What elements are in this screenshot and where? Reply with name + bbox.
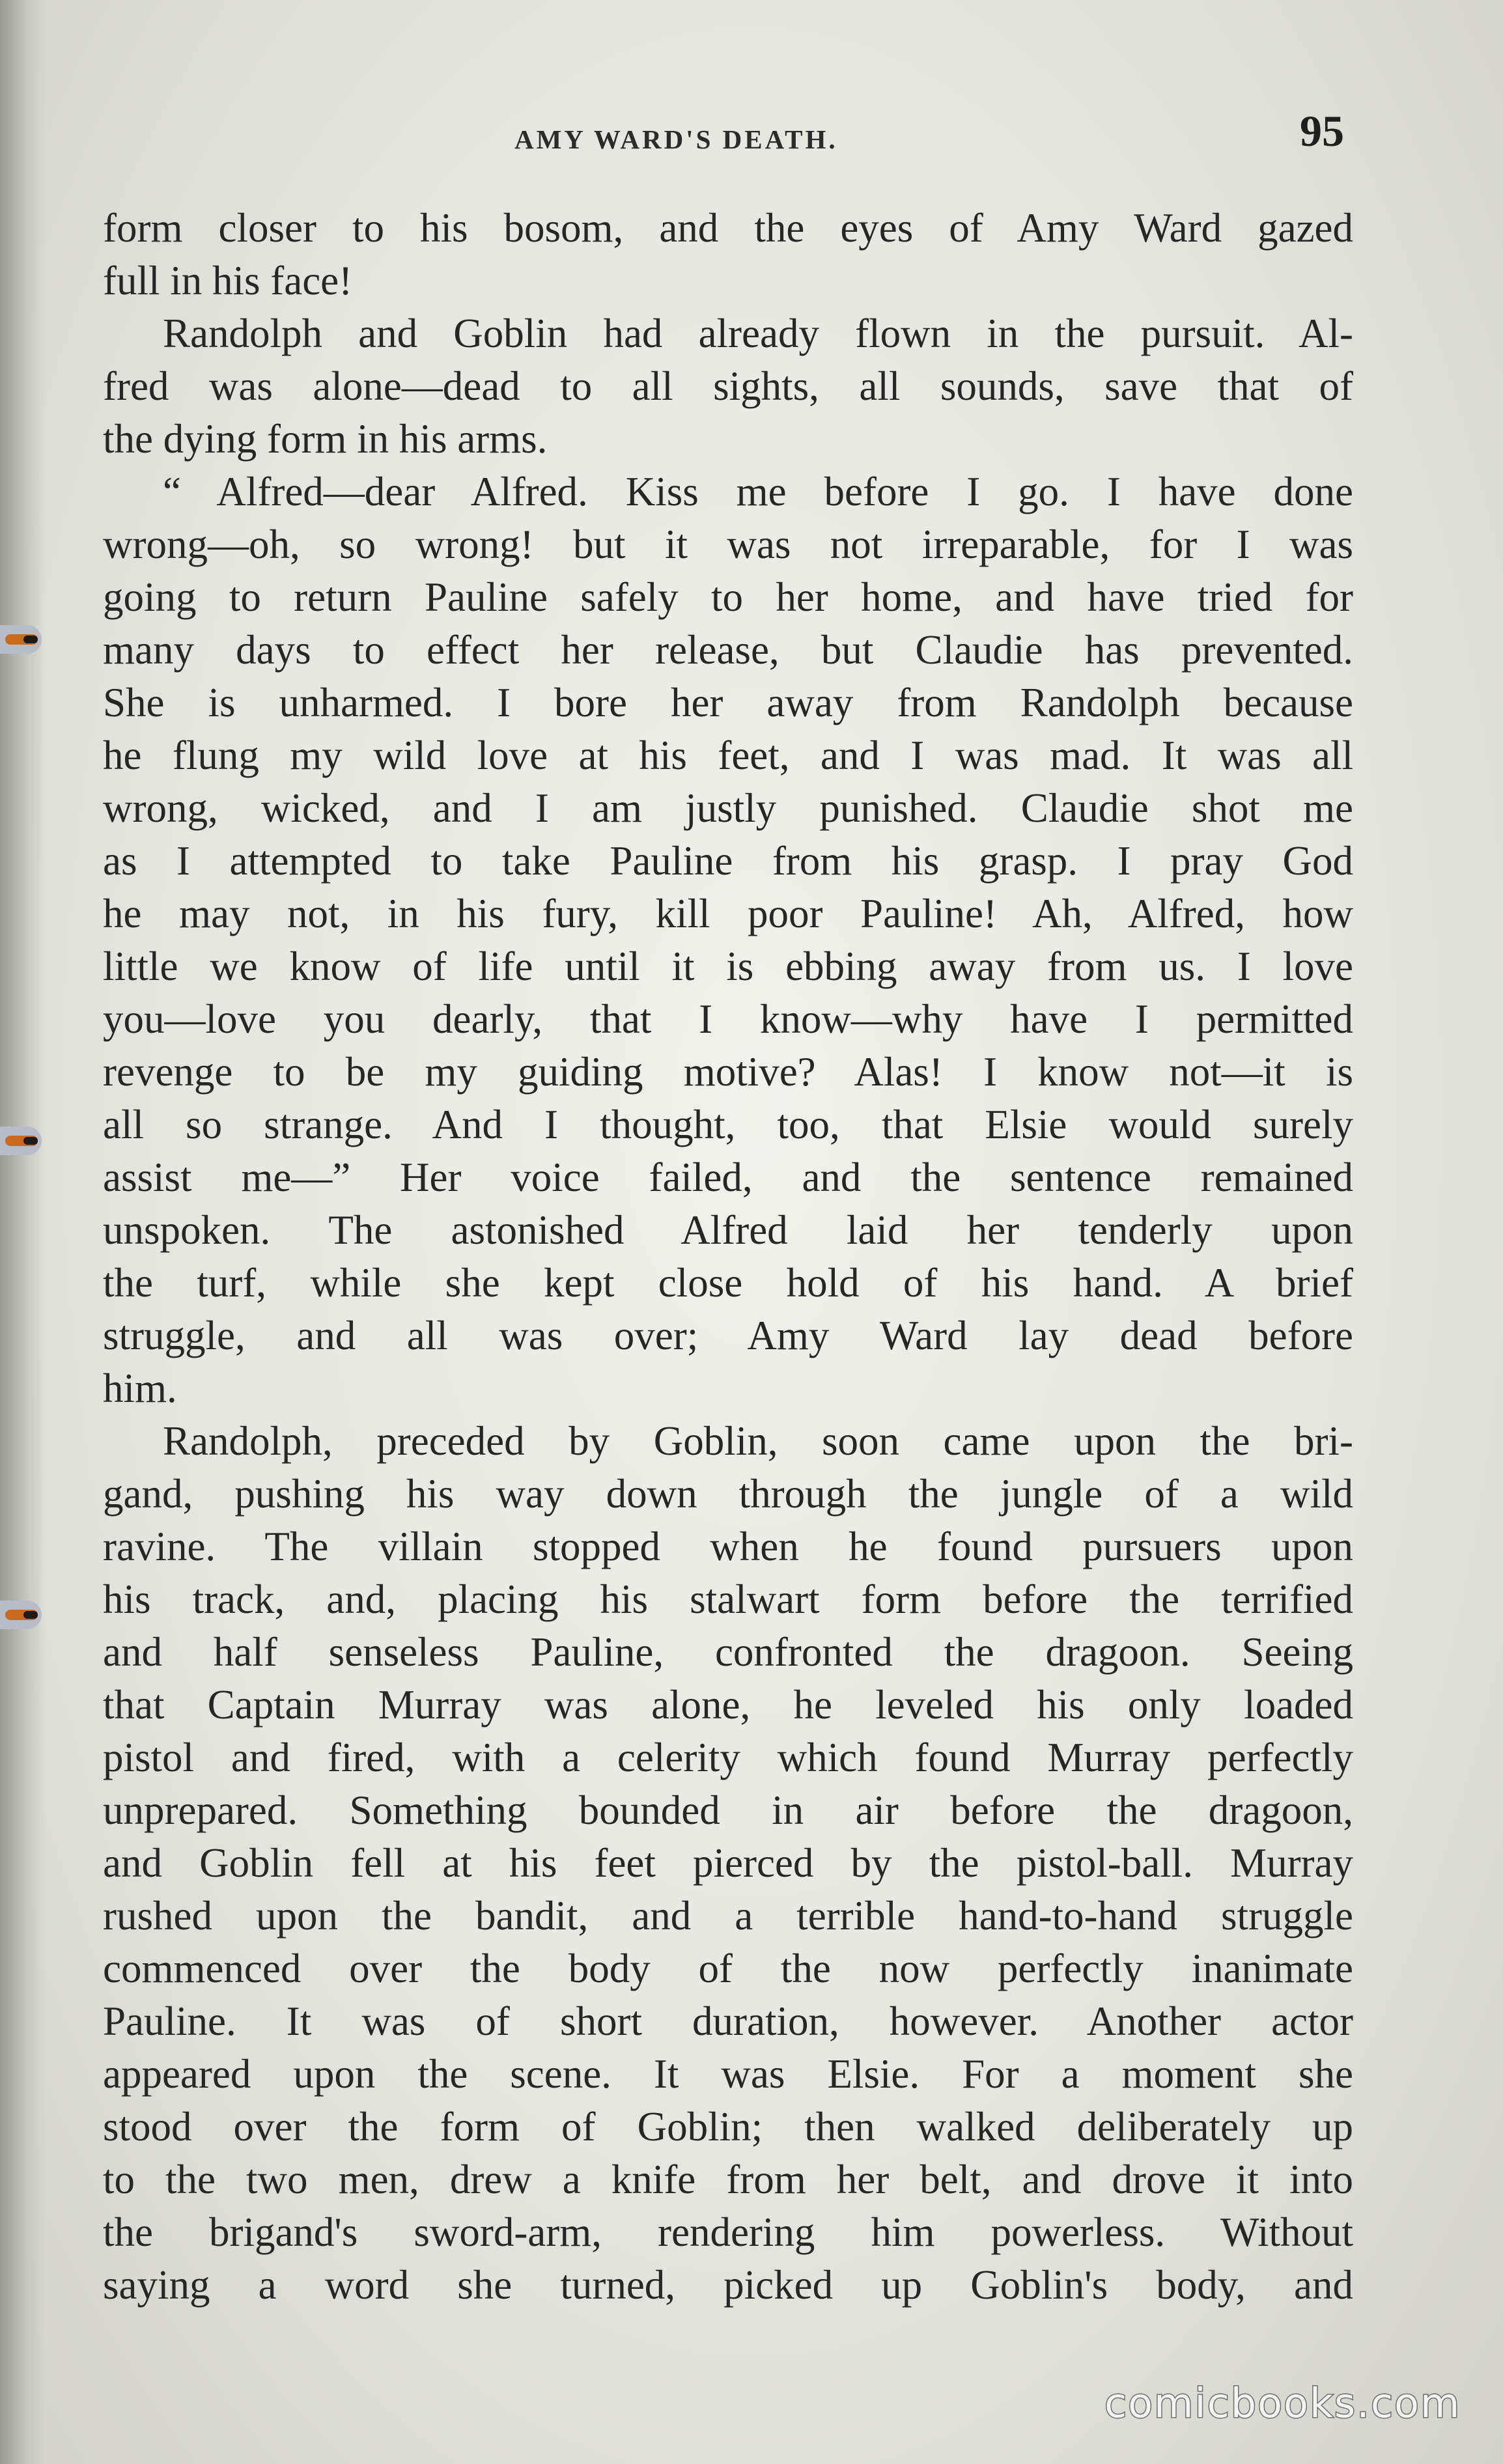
binding-thread-icon <box>0 1127 42 1155</box>
binding-thread-icon <box>0 1601 42 1629</box>
text-line: fred was alone—dead to all sights, all sounds, save that of <box>103 363 1353 409</box>
text-line: commenced over the body of the now perfectly inanimate <box>103 1946 1353 1991</box>
text-line: full in his face! <box>103 258 353 303</box>
text-line: gand, pushing his way down through the jungle of a wild <box>103 1471 1353 1517</box>
page-number: 95 <box>1300 106 1344 156</box>
text-line: as I attempted to take Pauline from his grasp. I pray God <box>103 838 1353 884</box>
text-line: little we know of life until it is ebbing away from us. I love <box>103 944 1353 989</box>
text-line: the dying form in his arms. <box>103 416 548 462</box>
text-line: She is unharmed. I bore her away from Randolph because <box>103 680 1353 725</box>
binding-thread-icon <box>0 625 42 654</box>
gutter-shadow <box>0 0 46 2464</box>
text-line: appeared upon the scene. It was Elsie. For a moment she <box>103 2051 1353 2097</box>
text-line: wrong, wicked, and I am justly punished. Claudie shot me <box>103 785 1353 831</box>
text-line: that Captain Murray was alone, he leveled his only loaded <box>103 1682 1353 1728</box>
text-line: many days to effect her release, but Claudie has prevented. <box>103 627 1353 673</box>
text-line: he may not, in his fury, kill poor Pauline! Ah, Alfred, how <box>103 891 1353 936</box>
text-line: him. <box>103 1365 177 1411</box>
body-text <box>103 202 1353 2312</box>
text-line: and half senseless Pauline, confronted the dragoon. Seeing <box>103 1629 1353 1675</box>
text-line: the turf, while she kept close hold of his hand. A brief <box>103 1260 1353 1306</box>
text-line: his track, and, placing his stalwart form before the terrified <box>103 1576 1353 1622</box>
chapter-title: AMY WARD'S DEATH. <box>514 124 838 154</box>
text-line: rushed upon the bandit, and a terrible hand-to-hand struggle <box>103 1893 1353 1939</box>
text-line: wrong—oh, so wrong! but it was not irreparable, for I was <box>103 522 1353 567</box>
text-line: Pauline. It was of short duration, however. Another actor <box>103 1998 1353 2044</box>
text-line: saying a word she turned, picked up Goblin's body, and <box>103 2262 1353 2308</box>
text-line: going to return Pauline safely to her home, and have tried for <box>103 574 1353 620</box>
text-line: to the two men, drew a knife from her belt, and drove it into <box>103 2157 1353 2202</box>
text-line: and Goblin fell at his feet pierced by the pistol-ball. Murray <box>103 1840 1353 1886</box>
text-line: assist me—” Her voice failed, and the sentence remained <box>103 1155 1353 1200</box>
text-line: Randolph, preceded by Goblin, soon came upon the bri- <box>163 1418 1353 1464</box>
text-line: you—love you dearly, that I know—why have I permitted <box>103 996 1353 1042</box>
text-line: revenge to be my guiding motive? Alas! I know not—it is <box>103 1049 1353 1095</box>
thread-tip <box>23 1611 38 1619</box>
text-line: he flung my wild love at his feet, and I was mad. It was all <box>103 733 1353 778</box>
text-line: Randolph and Goblin had already flown in the pursuit. Al- <box>163 311 1353 356</box>
text-line: unprepared. Something bounded in air before the dragoon, <box>103 1787 1353 1833</box>
text-line: all so strange. And I thought, too, that Elsie would surely <box>103 1102 1353 1147</box>
text-line: “ Alfred—dear Alfred. Kiss me before I go. I have done <box>163 469 1353 514</box>
text-line: form closer to his bosom, and the eyes of Amy Ward gazed <box>103 205 1353 251</box>
text-line: stood over the form of Goblin; then walked deliberately up <box>103 2104 1353 2149</box>
thread-tip <box>23 636 38 643</box>
text-line: struggle, and all was over; Amy Ward lay dead before <box>103 1313 1353 1358</box>
text-line: ravine. The villain stopped when he found pursuers upon <box>103 1524 1353 1569</box>
watermark: comicbooks.com <box>1104 2379 1461 2427</box>
thread-tip <box>23 1137 38 1145</box>
text-line: unspoken. The astonished Alfred laid her tenderly upon <box>103 1207 1353 1253</box>
text-line: the brigand's sword-arm, rendering him powerless. Without <box>103 2209 1353 2255</box>
running-head <box>0 105 1503 164</box>
text-line: pistol and fired, with a celerity which found Murray perfectly <box>103 1735 1353 1780</box>
